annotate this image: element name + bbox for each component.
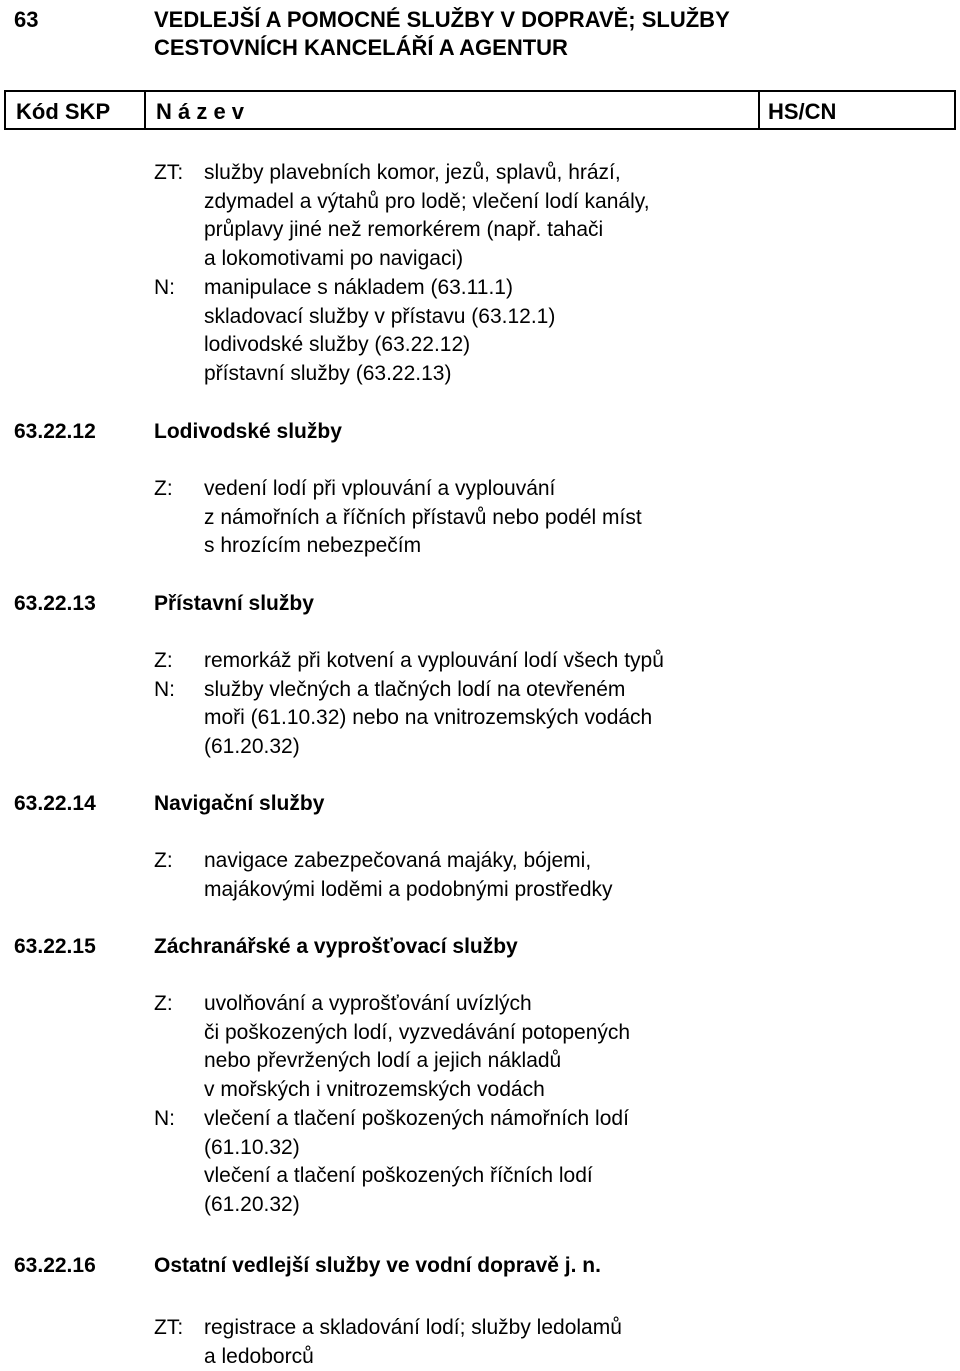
section-notes xyxy=(154,847,854,904)
chapter-title: VEDLEJŠÍ A POMOCNÉ SLUŽBY V DOPRAVĚ; SLUŽBY CESTOVNÍCH KANCELÁŘÍ A AGENTUR xyxy=(154,7,730,60)
note-row xyxy=(154,990,854,1105)
section-title: Lodivodské služby xyxy=(154,420,342,443)
section-code: 63.22.13 xyxy=(14,592,96,615)
note-row xyxy=(154,475,854,561)
section-notes xyxy=(154,990,854,1220)
header-divider xyxy=(144,92,146,128)
intro-notes xyxy=(154,159,854,389)
note-text: vlečení a tlačení poškozených námořních lodí (61.10.32) vlečení a tlačení poškozených říčních lodí (61.20.32) xyxy=(204,1106,629,1216)
note-prefix: Z: xyxy=(154,992,173,1015)
section-title: Ostatní vedlejší služby ve vodní dopravě j. n. xyxy=(154,1254,601,1277)
section-code: 63.22.15 xyxy=(14,935,96,958)
note-text: remorkáž při kotvení a vyplouvání lodí všech typů xyxy=(204,649,664,672)
note-prefix: N: xyxy=(154,275,175,299)
header-divider xyxy=(758,92,760,128)
note-prefix: N: xyxy=(154,677,175,701)
header-name-label: N á z e v xyxy=(156,99,245,124)
note-prefix: ZT: xyxy=(154,1316,184,1339)
note-row xyxy=(154,1105,854,1220)
note-row xyxy=(154,1314,854,1371)
section-code: 63.22.12 xyxy=(14,420,96,443)
note-text: uvolňování a vyprošťování uvízlých či poškozených lodí, vyzvedávání potopených nebo převržených lodí a jejich nákladů v mořských i vnitrozemských vodách xyxy=(204,992,631,1102)
note-text: registrace a skladování lodí; služby ledolamů a ledoborců xyxy=(204,1316,622,1368)
note-prefix: Z: xyxy=(154,649,173,672)
note-text: navigace zabezpečovaná majáky, bójemi, majákovými loděmi a podobnými prostředky xyxy=(204,849,613,901)
table-header xyxy=(4,90,956,130)
note-row xyxy=(154,676,854,762)
note-text: vedení lodí při vplouvání a vyplouvání z námořních a říčních přístavů nebo podél míst s hrozícím nebezpečím xyxy=(204,477,642,558)
note-text: služby vlečných a tlačných lodí na otevřeném moři (61.10.32) nebo na vnitrozemských vodách (61.20.32) xyxy=(204,677,653,759)
header-code-label: Kód SKP xyxy=(16,99,111,124)
note-row xyxy=(154,159,854,274)
note-row xyxy=(154,274,854,389)
section-title: Záchranářské a vyprošťovací služby xyxy=(154,935,518,958)
section-code: 63.22.14 xyxy=(14,792,96,815)
header-hscn-label: HS/CN xyxy=(768,99,837,124)
note-row xyxy=(154,847,854,904)
note-prefix: Z: xyxy=(154,477,173,500)
note-prefix: ZT: xyxy=(154,161,184,184)
section-notes xyxy=(154,1314,854,1371)
note-prefix: N: xyxy=(154,1106,175,1130)
note-text: manipulace s nákladem (63.11.1) skladovací služby v přístavu (63.12.1) lodivodské služby (63.22.12) přístavní služby (63.22.13) xyxy=(204,275,556,385)
section-title: Navigační služby xyxy=(154,792,325,815)
note-row xyxy=(154,647,854,676)
section-title: Přístavní služby xyxy=(154,592,314,615)
section-notes xyxy=(154,647,854,762)
note-prefix: Z: xyxy=(154,849,173,872)
note-text: služby plavebních komor, jezů, splavů, hrází, zdymadel a výtahů pro lodě; vlečení lodí kanály, průplavy jiné než remorkérem (např. tahači a lokomotivami po navigaci) xyxy=(204,161,650,271)
chapter-code: 63 xyxy=(14,7,39,32)
section-code: 63.22.16 xyxy=(14,1254,96,1277)
section-notes xyxy=(154,475,854,561)
